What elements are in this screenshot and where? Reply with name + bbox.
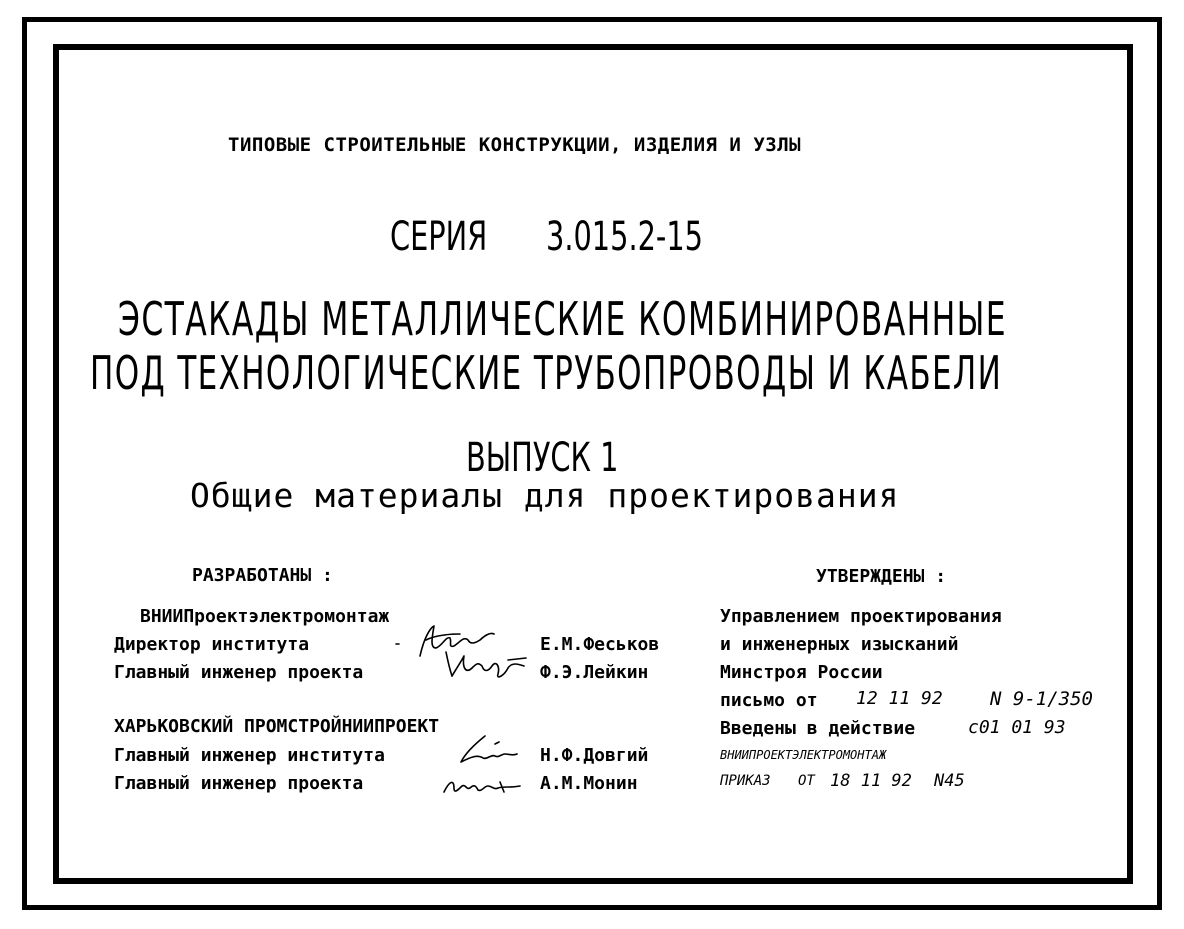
- title-line-1: ЭСТАКАДЫ МЕТАЛЛИЧЕСКИЕ КОМБИНИРОВАННЫЕ: [118, 292, 1008, 346]
- chief-engineer-role-2: Главный инженер проекта: [114, 773, 364, 794]
- approved-line-3: Минстроя России: [720, 662, 883, 683]
- chief-engineer-name-2: А.М.Монин: [540, 773, 638, 794]
- issue-subtitle: Общие материалы для проектирования: [190, 476, 900, 515]
- chief-engineer-role-1: Главный инженер проекта: [114, 662, 364, 683]
- series-number: 3.015.2-15: [546, 214, 703, 260]
- header-line: ТИПОВЫЕ СТРОИТЕЛЬНЫЕ КОНСТРУКЦИИ, ИЗДЕЛИЯ И УЗЛЫ: [228, 134, 802, 156]
- introduction-label: Введены в действие: [720, 718, 916, 739]
- signature-institute-chief: [455, 732, 525, 768]
- approving-org: ВНИИПРОЕКТЭЛЕКТРОМОНТАЖ: [720, 748, 887, 762]
- issue-label: ВЫПУСК 1: [466, 435, 619, 481]
- letter-number: N 9-1/350: [990, 688, 1093, 710]
- approved-line-2: и инженерных изысканий: [720, 634, 959, 655]
- letter-label: письмо от: [720, 690, 818, 711]
- title-line-2: ПОД ТЕХНОЛОГИЧЕСКИЕ ТРУБОПРОВОДЫ И КАБЕЛИ: [90, 346, 1003, 400]
- approved-line-1: Управлением проектирования: [720, 606, 1002, 627]
- series-label: СЕРИЯ: [390, 214, 488, 260]
- developed-heading: РАЗРАБОТАНЫ :: [192, 565, 333, 586]
- chief-engineer-name-1: Ф.Э.Лейкин: [540, 662, 649, 683]
- institute-chief-role: Главный инженер института: [114, 745, 385, 766]
- order-number: N45: [934, 771, 965, 791]
- letter-date: 12 11 92: [856, 688, 943, 709]
- signature-chief-engineer-1: [448, 646, 538, 686]
- order-date: 18 11 92: [830, 771, 912, 791]
- order-label: ПРИКАЗ: [720, 773, 771, 789]
- director-role: Директор института: [114, 634, 310, 655]
- director-name: Е.М.Феськов: [540, 634, 660, 655]
- institute-chief-name: Н.Ф.Довгий: [540, 745, 649, 766]
- introduction-date: с01 01 93: [968, 717, 1066, 738]
- approved-heading: УТВЕРЖДЕНЫ :: [816, 566, 947, 587]
- signature-chief-engineer-2: [440, 772, 530, 802]
- order-from: ОТ: [798, 773, 815, 789]
- developer-org-2: ХАРЬКОВСКИЙ ПРОМСТРОЙНИИПРОЕКТ: [114, 716, 440, 737]
- developer-org-1: ВНИИПроектэлектромонтаж: [140, 606, 390, 627]
